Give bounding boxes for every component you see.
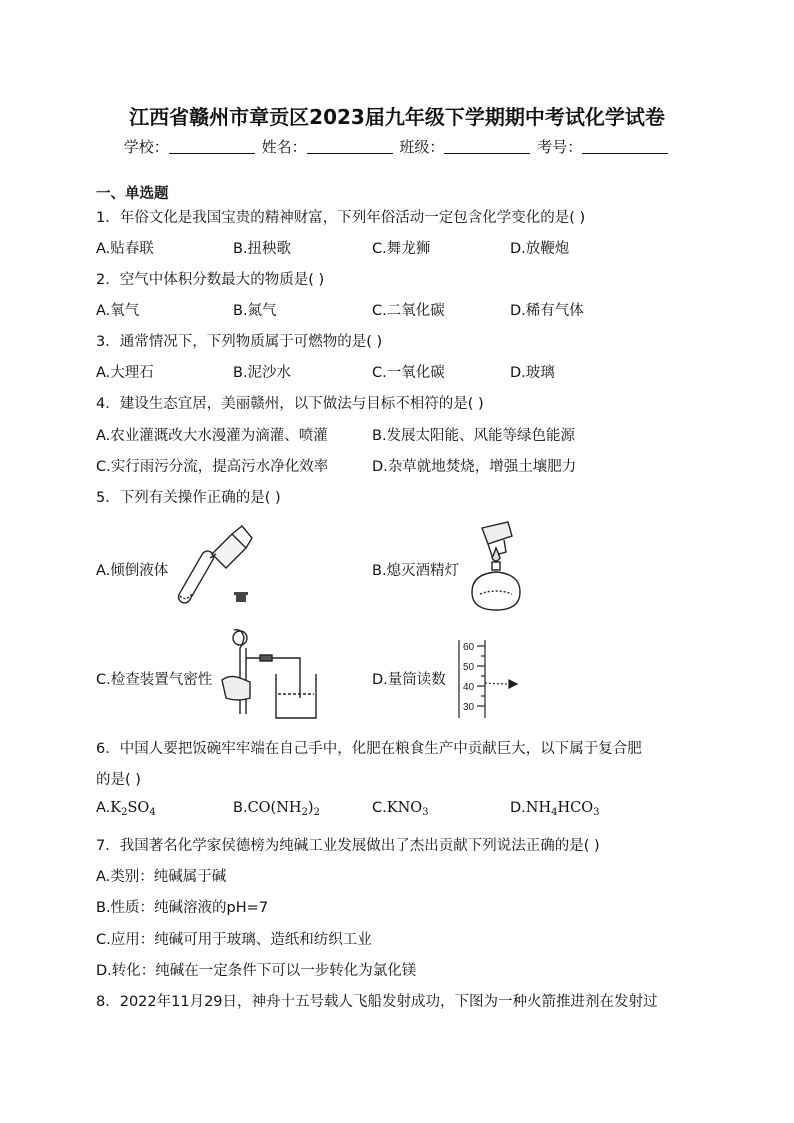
f-part: HCO bbox=[557, 800, 594, 816]
class-label: 班级： bbox=[399, 138, 445, 156]
q5-option-c[interactable]: C.检查装置气密性 bbox=[96, 672, 213, 688]
section-heading: 一、单选题 bbox=[96, 186, 169, 202]
q5-option-d[interactable]: D.量筒读数 bbox=[372, 672, 446, 688]
f-sub: 4 bbox=[551, 807, 558, 818]
student-info-row bbox=[0, 136, 794, 157]
f-part: ) bbox=[307, 800, 314, 816]
number-blank[interactable] bbox=[582, 139, 668, 154]
f-sub: 2 bbox=[313, 807, 320, 818]
question-4-stem: 4．建设生态宜居，美丽赣州，以下做法与目标不相符的是( ) bbox=[96, 396, 484, 412]
q6-option-b-label: B. bbox=[233, 800, 248, 816]
f-part: K bbox=[110, 800, 122, 816]
q6-option-a[interactable] bbox=[96, 800, 156, 818]
question-2-stem: 2．空气中体积分数最大的物质是( ) bbox=[96, 272, 325, 288]
q6-option-b[interactable] bbox=[233, 800, 320, 818]
q6-option-c-formula bbox=[387, 800, 429, 816]
q7-option-b[interactable]: B.性质：纯碱溶液的pH=7 bbox=[96, 900, 269, 916]
cylinder-tick-30: 30 bbox=[463, 702, 475, 713]
q3-option-a[interactable]: A.大理石 bbox=[96, 365, 154, 381]
class-blank[interactable] bbox=[444, 139, 530, 154]
f-part: SO bbox=[127, 800, 150, 816]
q6-option-a-formula bbox=[110, 800, 155, 816]
q7-option-a[interactable]: A.类别：纯碱属于碱 bbox=[96, 869, 227, 885]
question-8-stem: 8．2022年11月29日，神舟十五号载人飞船发射成功，下图为一种火箭推进剂在发射过 bbox=[96, 994, 658, 1010]
q6-option-d-formula bbox=[526, 800, 600, 816]
q5-option-a[interactable]: A.倾倒液体 bbox=[96, 563, 169, 579]
exam-title: 江西省赣州市章贡区2023届九年级下学期期中考试化学试卷 bbox=[129, 105, 665, 129]
question-7-stem: 7．我国著名化学家侯德榜为纯碱工业发展做出了杰出贡献下列说法正确的是( ) bbox=[96, 838, 600, 854]
q2-option-c[interactable]: C.二氧化碳 bbox=[372, 303, 445, 319]
q6-option-c[interactable] bbox=[372, 800, 429, 818]
q1-option-c[interactable]: C.舞龙狮 bbox=[372, 241, 431, 257]
alcohol-lamp-illustration bbox=[462, 518, 532, 618]
q3-option-c[interactable]: C.一氧化碳 bbox=[372, 365, 445, 381]
f-sub: 3 bbox=[422, 807, 429, 818]
q4-option-a[interactable]: A.农业灌溉改大水漫灌为滴灌、喷灌 bbox=[96, 428, 328, 444]
number-label: 考号： bbox=[537, 138, 583, 156]
name-label: 姓名： bbox=[261, 138, 307, 156]
q7-option-c[interactable]: C.应用：纯碱可用于玻璃、造纸和纺织工业 bbox=[96, 932, 372, 948]
f-part: CO(NH bbox=[247, 800, 302, 816]
q5-option-b[interactable]: B.熄灭酒精灯 bbox=[372, 563, 460, 579]
q7-option-d[interactable]: D.转化：纯碱在一定条件下可以一步转化为氯化镁 bbox=[96, 963, 417, 979]
q1-option-a[interactable]: A.贴春联 bbox=[96, 241, 154, 257]
name-blank[interactable] bbox=[307, 139, 393, 154]
f-sub: 2 bbox=[121, 807, 128, 818]
q4-option-c[interactable]: C.实行雨污分流，提高污水净化效率 bbox=[96, 459, 329, 475]
f-sub: 4 bbox=[149, 807, 156, 818]
question-3-stem: 3．通常情况下，下列物质属于可燃物的是( ) bbox=[96, 334, 383, 350]
f-sub: 2 bbox=[301, 807, 308, 818]
q3-option-d[interactable]: D.玻璃 bbox=[510, 365, 555, 381]
f-part: NH bbox=[525, 800, 552, 816]
q4-option-d[interactable]: D.杂草就地焚烧，增强土壤肥力 bbox=[372, 459, 577, 475]
f-sub: 3 bbox=[593, 807, 600, 818]
cylinder-tick-40: 40 bbox=[463, 682, 475, 693]
question-1-stem: 1．年俗文化是我国宝贵的精神财富，下列年俗活动一定包含化学变化的是( ) bbox=[96, 210, 586, 226]
q6-option-c-label: C. bbox=[372, 800, 387, 816]
graduated-cylinder-illustration bbox=[455, 636, 535, 722]
q2-option-a[interactable]: A.氧气 bbox=[96, 303, 140, 319]
q1-option-d[interactable]: D.放鞭炮 bbox=[510, 241, 570, 257]
q6-option-d-label: D. bbox=[510, 800, 526, 816]
q1-option-b[interactable]: B.扭秧歌 bbox=[233, 241, 292, 257]
school-label: 学校： bbox=[123, 138, 169, 156]
f-part: KNO bbox=[386, 800, 423, 816]
q2-option-d[interactable]: D.稀有气体 bbox=[510, 303, 584, 319]
airtightness-check-illustration bbox=[220, 628, 330, 723]
q6-option-a-label: A. bbox=[96, 800, 111, 816]
question-5-stem: 5．下列有关操作正确的是( ) bbox=[96, 490, 281, 506]
cylinder-tick-60: 60 bbox=[463, 642, 475, 653]
pouring-liquid-illustration bbox=[172, 520, 262, 610]
q4-option-b[interactable]: B.发展太阳能、风能等绿色能源 bbox=[372, 428, 576, 444]
cylinder-tick-50: 50 bbox=[463, 662, 475, 673]
q6-option-b-formula bbox=[248, 800, 320, 816]
school-blank[interactable] bbox=[169, 139, 255, 154]
question-6-stem: 6．中国人要把饭碗牢牢端在自己手中，化肥在粮食生产中贡献巨大，以下属于复合肥 bbox=[96, 741, 642, 757]
q3-option-b[interactable]: B.泥沙水 bbox=[233, 365, 292, 381]
q2-option-b[interactable]: B.氮气 bbox=[233, 303, 277, 319]
q6-option-d[interactable] bbox=[510, 800, 600, 818]
question-6-stem-cont: 的是( ) bbox=[96, 772, 141, 788]
